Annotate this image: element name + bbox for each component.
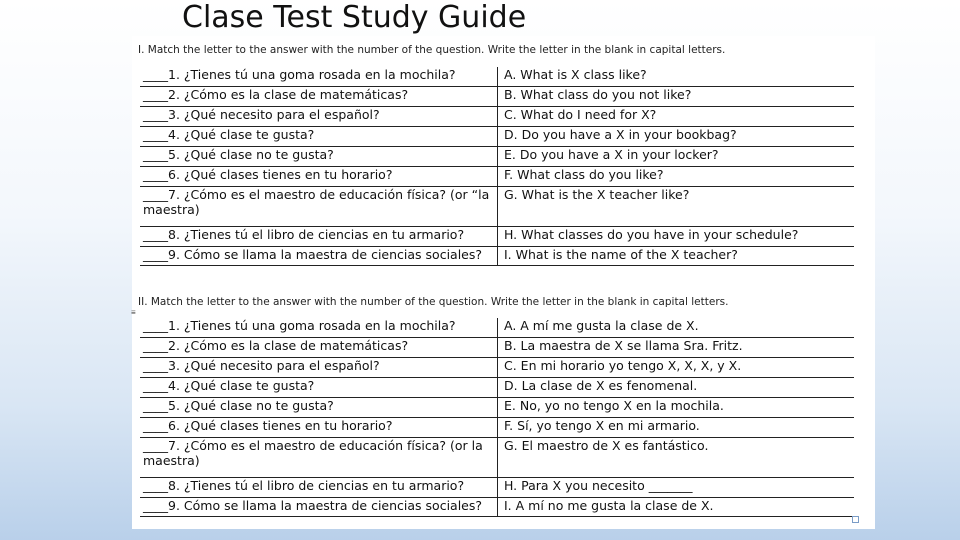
table-row bbox=[140, 147, 854, 167]
question-cell: ____6. ¿Qué clases tienes en tu horario? bbox=[140, 166, 498, 186]
table-row bbox=[140, 338, 854, 358]
question-cell: ____5. ¿Qué clase no te gusta? bbox=[140, 147, 498, 167]
resize-handle[interactable] bbox=[852, 516, 859, 523]
question-cell: ____8. ¿Tienes tú el libro de ciencias en tu armario? bbox=[140, 226, 498, 246]
answer-cell: A. What is X class like? bbox=[498, 67, 855, 87]
table-row bbox=[140, 497, 854, 517]
table-row bbox=[140, 67, 854, 87]
question-cell: ____8. ¿Tienes tú el libro de ciencias en tu armario? bbox=[140, 477, 498, 497]
table-row bbox=[140, 417, 854, 437]
answer-cell: D. Do you have a X in your bookbag? bbox=[498, 127, 855, 147]
table-row bbox=[140, 318, 854, 338]
answer-cell: D. La clase de X es fenomenal. bbox=[498, 378, 855, 398]
question-cell: ____7. ¿Cómo es el maestro de educación física? (or la maestra) bbox=[140, 437, 498, 477]
slide-title: Clase Test Study Guide bbox=[182, 0, 527, 35]
answer-cell: A. A mí me gusta la clase de X. bbox=[498, 318, 855, 338]
question-cell: ____2. ¿Cómo es la clase de matemáticas? bbox=[140, 87, 498, 107]
question-cell: ____3. ¿Qué necesito para el español? bbox=[140, 358, 498, 378]
question-cell: ____9. Cómo se llama la maestra de ciencias sociales? bbox=[140, 497, 498, 517]
table-row bbox=[140, 226, 854, 246]
question-cell: ____9. Cómo se llama la maestra de ciencias sociales? bbox=[140, 246, 498, 266]
table-row bbox=[140, 166, 854, 186]
answer-cell: G. What is the X teacher like? bbox=[498, 186, 855, 226]
question-cell: ____4. ¿Qué clase te gusta? bbox=[140, 127, 498, 147]
question-cell: ____1. ¿Tienes tú una goma rosada en la mochila? bbox=[140, 67, 498, 87]
table-row bbox=[140, 437, 854, 477]
section-1-instructions: I. Match the letter to the answer with the number of the question. Write the letter in the blank in capital letters. bbox=[138, 44, 726, 56]
question-cell: ____5. ¿Qué clase no te gusta? bbox=[140, 398, 498, 418]
answer-cell: H. Para X you necesito _______ bbox=[498, 477, 855, 497]
answer-cell: I. What is the name of the X teacher? bbox=[498, 246, 855, 266]
answer-cell: H. What classes do you have in your schedule? bbox=[498, 226, 855, 246]
answer-cell: F. Sí, yo tengo X en mi armario. bbox=[498, 417, 855, 437]
table-row bbox=[140, 358, 854, 378]
question-cell: ____7. ¿Cómo es el maestro de educación física? (or “la maestra) bbox=[140, 186, 498, 226]
anchor-mark: ≡ bbox=[131, 308, 136, 317]
section-2-table bbox=[140, 318, 854, 517]
table-row bbox=[140, 378, 854, 398]
answer-cell: B. La maestra de X se llama Sra. Fritz. bbox=[498, 338, 855, 358]
answer-cell: C. What do I need for X? bbox=[498, 107, 855, 127]
question-cell: ____1. ¿Tienes tú una goma rosada en la mochila? bbox=[140, 318, 498, 338]
question-cell: ____2. ¿Cómo es la clase de matemáticas? bbox=[140, 338, 498, 358]
table-row bbox=[140, 127, 854, 147]
question-cell: ____4. ¿Qué clase te gusta? bbox=[140, 378, 498, 398]
answer-cell: F. What class do you like? bbox=[498, 166, 855, 186]
question-cell: ____6. ¿Qué clases tienes en tu horario? bbox=[140, 417, 498, 437]
answer-cell: E. Do you have a X in your locker? bbox=[498, 147, 855, 167]
table-row bbox=[140, 246, 854, 266]
answer-cell: E. No, yo no tengo X en la mochila. bbox=[498, 398, 855, 418]
answer-cell: G. El maestro de X es fantástico. bbox=[498, 437, 855, 477]
section-2-instructions: II. Match the letter to the answer with the number of the question. Write the letter in the blank in capital letters. bbox=[138, 296, 729, 308]
table-row bbox=[140, 87, 854, 107]
answer-cell: I. A mí no me gusta la clase de X. bbox=[498, 497, 855, 517]
worksheet-image bbox=[132, 36, 875, 529]
section-1-table bbox=[140, 67, 854, 266]
table-row bbox=[140, 186, 854, 226]
answer-cell: C. En mi horario yo tengo X, X, X, y X. bbox=[498, 358, 855, 378]
question-cell: ____3. ¿Qué necesito para el español? bbox=[140, 107, 498, 127]
table-row bbox=[140, 107, 854, 127]
table-row bbox=[140, 477, 854, 497]
table-row bbox=[140, 398, 854, 418]
answer-cell: B. What class do you not like? bbox=[498, 87, 855, 107]
